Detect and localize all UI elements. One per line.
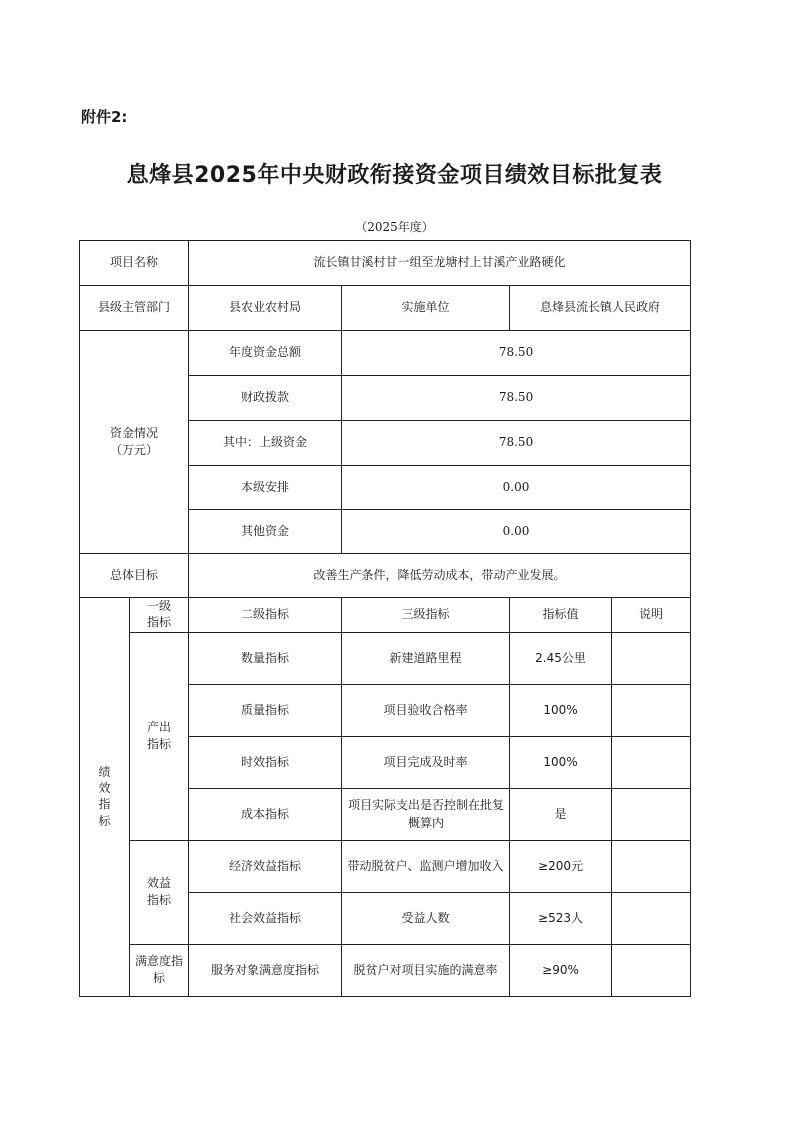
- header-note: 说明: [612, 598, 691, 633]
- indicator-value: ≥200元: [510, 841, 612, 893]
- header-level1-text: 一级指标: [146, 599, 171, 629]
- indicator-note: [612, 841, 691, 893]
- output-indicators-text: 产出指标: [146, 720, 171, 752]
- funds-item-label: 其中：上级资金: [189, 421, 342, 466]
- indicator-level3: 受益人数: [342, 893, 510, 945]
- indicator-note: [612, 945, 691, 997]
- department-row: [80, 286, 691, 331]
- satisfaction-indicators-text: 满意度指标: [134, 954, 183, 986]
- page-title: 息烽县2025年中央财政衔接资金项目绩效目标批复表: [126, 163, 663, 188]
- indicator-value: 100%: [510, 685, 612, 737]
- department-label: 县级主管部门: [80, 286, 189, 331]
- indicator-note: [612, 685, 691, 737]
- indicator-value: 是: [510, 789, 612, 841]
- attachment-label: 附件2:: [81, 108, 128, 126]
- funds-item-value: 0.00: [342, 510, 691, 554]
- funds-label: [80, 331, 189, 554]
- funds-item-label: 财政拨款: [189, 376, 342, 421]
- project-name-label: 项目名称: [80, 241, 189, 286]
- funds-item-value: 78.50: [342, 376, 691, 421]
- project-name-row: [80, 241, 691, 286]
- overall-goal-row: [80, 554, 691, 598]
- funds-row: [80, 331, 691, 376]
- indicator-value: ≥90%: [510, 945, 612, 997]
- header-level2: 二级指标: [189, 598, 342, 633]
- funds-label-line1: 资金情况: [110, 425, 159, 440]
- funds-item-label: 其他资金: [189, 510, 342, 554]
- indicator-level3: 带动脱贫户、监测户增加收入: [342, 841, 510, 893]
- indicator-note: [612, 893, 691, 945]
- header-value: 指标值: [510, 598, 612, 633]
- indicator-level3: 脱贫户对项目实施的满意率: [342, 945, 510, 997]
- indicator-level2: 成本指标: [189, 789, 342, 841]
- indicator-level2: 经济效益指标: [189, 841, 342, 893]
- indicator-level2: 时效指标: [189, 737, 342, 789]
- project-name-value: 流长镇甘溪村甘一组至龙塘村上甘溪产业路硬化: [189, 241, 691, 286]
- department-value: 县农业农村局: [189, 286, 342, 331]
- indicator-note: [612, 737, 691, 789]
- indicator-level3: 项目验收合格率: [342, 685, 510, 737]
- indicator-level2: 质量指标: [189, 685, 342, 737]
- implementing-unit-label: 实施单位: [342, 286, 510, 331]
- indicator-level3-text: 项目实际支出是否控制在批复概算内: [348, 798, 505, 830]
- indicator-note: [612, 789, 691, 841]
- indicator-level2: 服务对象满意度指标: [189, 945, 342, 997]
- fiscal-year: （2025年度）: [355, 220, 434, 234]
- performance-target-table: [79, 240, 691, 997]
- indicator-level3: 项目完成及时率: [342, 737, 510, 789]
- indicator-row: [80, 841, 691, 893]
- output-indicators-label: [130, 633, 189, 841]
- performance-indicators-text: 绩效指标: [98, 765, 111, 828]
- header-level3: 三级指标: [342, 598, 510, 633]
- indicator-value: ≥523人: [510, 893, 612, 945]
- performance-indicators-label: [80, 598, 130, 997]
- funds-item-value: 78.50: [342, 331, 691, 376]
- satisfaction-indicators-label: [130, 945, 189, 997]
- indicator-level2: 数量指标: [189, 633, 342, 685]
- indicator-row: [80, 945, 691, 997]
- benefit-indicators-label: [130, 841, 189, 945]
- indicator-level3: 新建道路里程: [342, 633, 510, 685]
- header-level1: [130, 598, 189, 633]
- funds-item-label: 年度资金总额: [189, 331, 342, 376]
- indicator-level2: 社会效益指标: [189, 893, 342, 945]
- implementing-unit-value: 息烽县流长镇人民政府: [510, 286, 691, 331]
- indicator-header-row: [80, 598, 691, 633]
- benefit-indicators-text: 效益指标: [146, 876, 171, 908]
- indicator-note: [612, 633, 691, 685]
- indicator-value: 100%: [510, 737, 612, 789]
- indicator-value: 2.45公里: [510, 633, 612, 685]
- overall-goal-value: 改善生产条件，降低劳动成本，带动产业发展。: [189, 554, 691, 598]
- funds-item-value: 0.00: [342, 466, 691, 510]
- funds-item-label: 本级安排: [189, 466, 342, 510]
- indicator-row: [80, 633, 691, 685]
- indicator-level3: [342, 789, 510, 841]
- funds-label-line2: （万元）: [110, 443, 159, 457]
- funds-item-value: 78.50: [342, 421, 691, 466]
- overall-goal-label: 总体目标: [80, 554, 189, 598]
